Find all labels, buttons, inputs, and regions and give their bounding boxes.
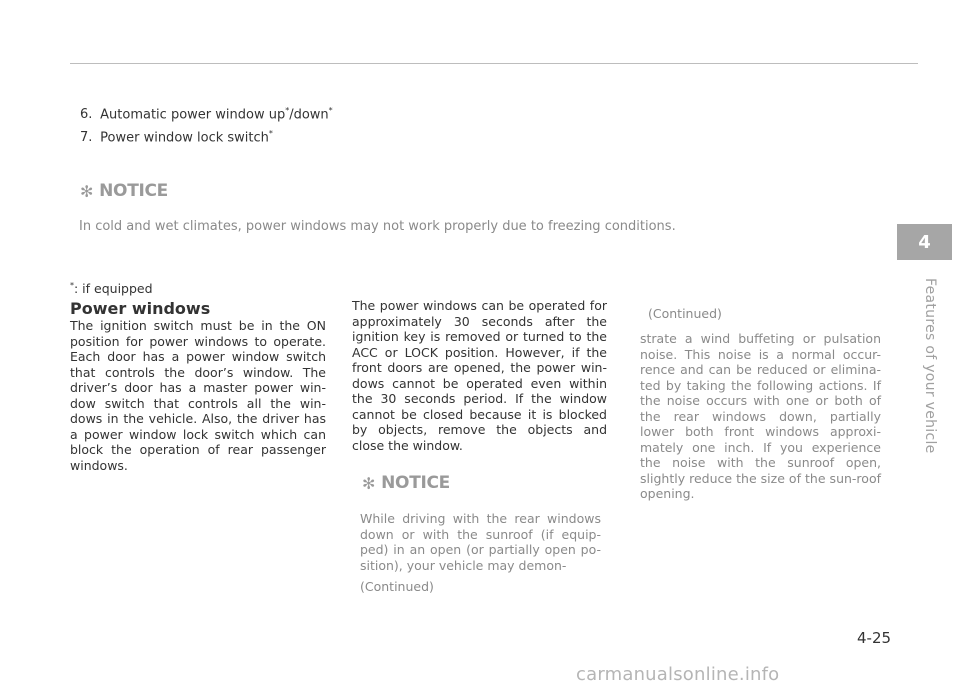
notice-heading: ✻ NOTICE (80, 181, 168, 201)
chapter-tab: 4 (897, 224, 952, 260)
watermark: carmanualsonline.info (576, 664, 780, 685)
list-item-6: 6. Automatic power window up*/down* (80, 106, 333, 123)
notice-2-text: While driving with the rear windows down or with the sunroof (if equip-ped) in an open (or partially open po-sition), your vehicle may demon- (360, 511, 601, 573)
column-1-text: The ignition switch must be in the ON position for power windows to operate. Each door has a power window switch that controls the door’s window. The driver’s door has a master power win-dow switch that controls all the win-dows in the vehicle. Also, the driver has a power window lock switch which can block the operation of rear passenger windows. (70, 318, 326, 473)
list-item-text: Automatic power window up (100, 107, 286, 123)
notice-heading-2: ✻ NOTICE (362, 473, 450, 493)
continued-label: (Continued) (648, 306, 722, 321)
asterisk-icon: ✻ (362, 473, 376, 493)
list-item-text: Power window lock switch (100, 130, 269, 146)
footnote: *: if equipped (70, 281, 153, 297)
top-divider (70, 63, 918, 64)
continued-label: (Continued) (360, 579, 434, 594)
page-number: 4-25 (857, 629, 892, 647)
asterisk-icon: ✻ (80, 181, 94, 201)
section-title: Power windows (70, 299, 211, 318)
chapter-label: Features of your vehicle (922, 278, 938, 454)
column-3-text: strate a wind buffeting or pulsation noise. This noise is a normal occur-rence and can be reduced or elimina-ted by taking the following actions. If the noise occurs with one or both of the rear windows down, partially lower both front windows approxi-mately one inch. If you experience the noise with the sunroof open, slightly reduce the size of the sun-roof opening. (640, 331, 881, 501)
list-item-7: 7. Power window lock switch* (80, 129, 273, 146)
notice-text: In cold and wet climates, power windows may not work properly due to freezing conditions. (79, 219, 676, 234)
column-2-text: The power windows can be operated for approximately 30 seconds after the ignition key is removed or turned to the ACC or LOCK position. However, if the front doors are opened, the power win-dows cannot be operated even within the 30 seconds period. If the window cannot be closed because it is blocked by objects, remove the objects and close the window. (352, 298, 607, 453)
